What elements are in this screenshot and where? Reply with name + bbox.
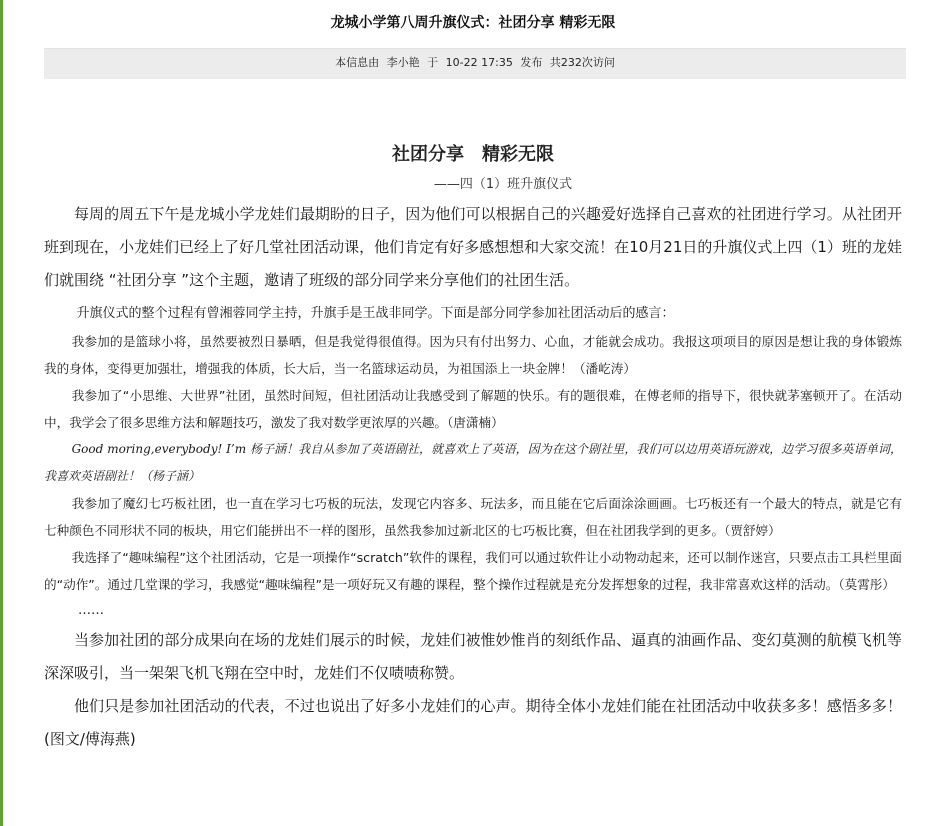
info-prefix: 本信息由 xyxy=(335,56,380,69)
closing-paragraph: 他们只是参加社团活动的代表，不过也说出了好多小龙娃们的心声。期待全体小龙娃们能在社团活动中收获多多！感悟多多！(图文/傅海燕) xyxy=(44,697,902,748)
speech-paragraph-coding: 我选择了“趣味编程”这个社团活动，它是一项操作“scratch”软件的课程，我们可以通过软件让小动物动起来，还可以制作迷宫，只要点击工具栏里面的“动作”。通过几堂课的学习，我感觉“趣味编程”是一项好玩又有趣的课程，整个操作过程就是充分发挥想象的过程，我非常喜欢这样的活动。（莫霄彤） xyxy=(44,550,902,592)
speech-paragraph-english: Good moring,everybody! I’m 杨子涵！我自从参加了英语剧社，就喜欢上了英语，因为在这个剧社里，我们可以边用英语玩游戏，边学习很多英语单词，我喜欢英语剧社！（杨子涵） xyxy=(44,442,902,483)
speech-paragraph-basketball: 我参加的是篮球小将，虽然要被烈日暴晒，但是我觉得很值得。因为只有付出努力、心血，才能就会成功。我报这项项目的原因是想让我的身体锻炼我的身体，变得更加强壮，增强我的体质，长大后，当一名篮球运动员，为祖国添上一块金牌！（潘屹涛） xyxy=(44,334,902,376)
page-title: 龙城小学第八周升旗仪式：社团分享 精彩无限 xyxy=(330,15,616,31)
speech-paragraph-math: 我参加了“小思维、大世界”社团，虽然时间短，但社团活动让我感受到了解题的快乐。有的题很难，在傅老师的指导下，很快就茅塞顿开了。在活动中，我学会了很多思维方法和解题技巧，激发了我对数学更浓厚的兴趣。（唐潇楠） xyxy=(44,388,902,430)
speech-paragraph-tangram: 我参加了魔幻七巧板社团，也一直在学习七巧板的玩法，发现它内容多、玩法多，而且能在它后面涂涂画画。七巧板还有一个最大的特点，就是它有七种颜色不同形状不同的板块，用它们能拼出不一样的图形，虽然我参加过新北区的七巧板比赛，但在社团我学到的更多。（贾舒婷） xyxy=(44,496,902,538)
info-author: 李小艳 xyxy=(386,56,420,69)
info-datetime: 10-22 17:35 xyxy=(445,56,513,69)
article-title: 社团分享 精彩无限 xyxy=(392,144,554,165)
article-subtitle: ——四（1）班升旗仪式 xyxy=(433,177,573,192)
info-at: 于 xyxy=(427,56,439,69)
intro-paragraph: 每周的周五下午是龙城小学龙娃们最期盼的日子，因为他们可以根据自己的兴趣爱好选择自己喜欢的社团进行学习。从社团开班到现在，小龙娃们已经上了好几堂社团活动课，他们肯定有好多感想想和大家交流！在10月21日的升旗仪式上四（1）班的龙娃们就围绕 “社团分享 ”这个主题，邀请了班级的部分同学来分享他们的社团生活。 xyxy=(44,205,902,289)
left-accent-border xyxy=(0,0,3,826)
article-body xyxy=(44,138,902,756)
host-paragraph: 升旗仪式的整个过程有曾湘蓉同学主持，升旗手是王战非同学。下面是部分同学参加社团活动后的感言： xyxy=(76,306,675,321)
info-bar xyxy=(44,48,906,79)
display-paragraph: 当参加社团的部分成果向在场的龙娃们展示的时候，龙娃们被惟妙惟肖的刻纸作品、逼真的油画作品、变幻莫测的航模飞机等深深吸引，当一架架飞机飞翔在空中时，龙娃们不仅啧啧称赞。 xyxy=(44,631,902,682)
info-visits: 共232次访问 xyxy=(549,56,615,69)
info-published: 发布 xyxy=(520,56,543,69)
ellipsis: …… xyxy=(78,603,104,618)
